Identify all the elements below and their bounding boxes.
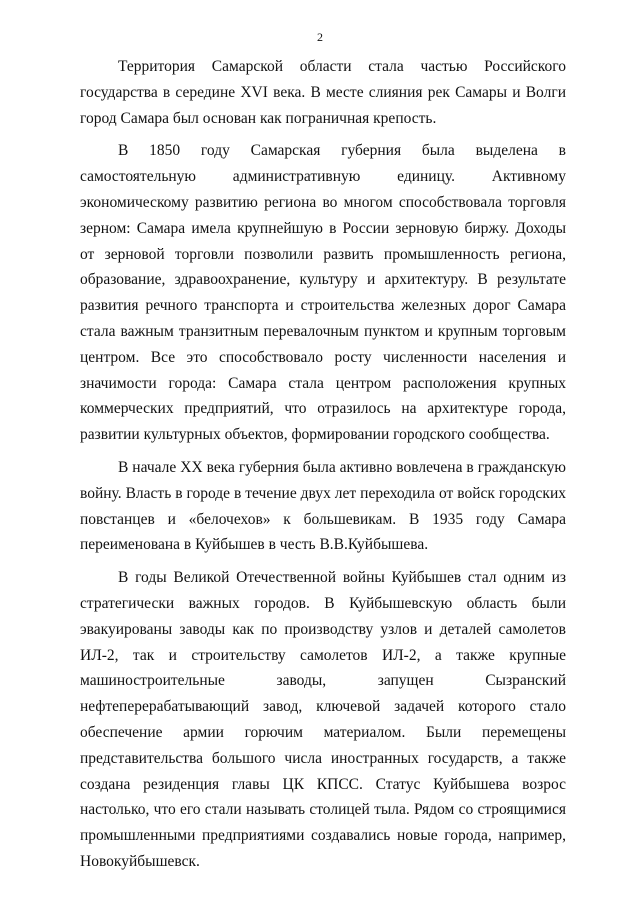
document-body	[80, 54, 566, 882]
paragraph-governorate: В 1850 году Самарская губерния была выделена в самостоятельную административную единицу. Активному экономическому развитию региона во многом способствовала торговля зерном: Самара имела крупнейшую в России зерновую биржу. Доходы от зерновой торговли позволили развить промышленность региона, образование, здравоохранение, культуру и архитектуру. В результате развития речного транспорта и строительства железных дорог Самара стала важным транзитным перевалочным пунктом и крупным торговым центром. Все это способствовало росту численности населения и значимости города: Самара стала центром расположения крупных коммерческих предприятий, что отразилось на архитектуре города, развитии культурных объектов, формировании городского сообщества.	[80, 142, 566, 444]
paragraph-great-patriotic-war: В годы Великой Отечественной войны Куйбышев стал одним из стратегически важных городов. В Куйбышевскую область были эвакуированы заводы как по производству узлов и деталей самолетов ИЛ-2, так и строительству самолетов ИЛ-2, а также крупные машиностроительные заводы, запущен Сызранский нефтеперерабатывающий завод, ключевой задачей которого стало обеспечение армии горючим материалом. Были перемещены представительства большого числа иностранных государств, а также создана резиденция главы ЦК КПСС. Статус Куйбышева возрос настолько, что его стали называть столицей тыла. Рядом со строящимися промышленными предприятиями создавались новые города, например, Новокуйбышевск.	[80, 569, 566, 870]
paragraph-civil-war: В начале XX века губерния была активно вовлечена в гражданскую войну. Власть в городе в течение двух лет переходила от войск городских повстанцев и «белочехов» к большевикам. В 1935 году Самара переименована в Куйбышев в честь В.В.Куйбышева.	[80, 458, 566, 554]
paragraph-founding: Территория Самарской области стала частью Российского государства в середине XVI века. В месте слияния рек Самары и Волги город Самара был основан как пограничная крепость.	[80, 58, 566, 127]
page-number: 2	[317, 30, 323, 44]
